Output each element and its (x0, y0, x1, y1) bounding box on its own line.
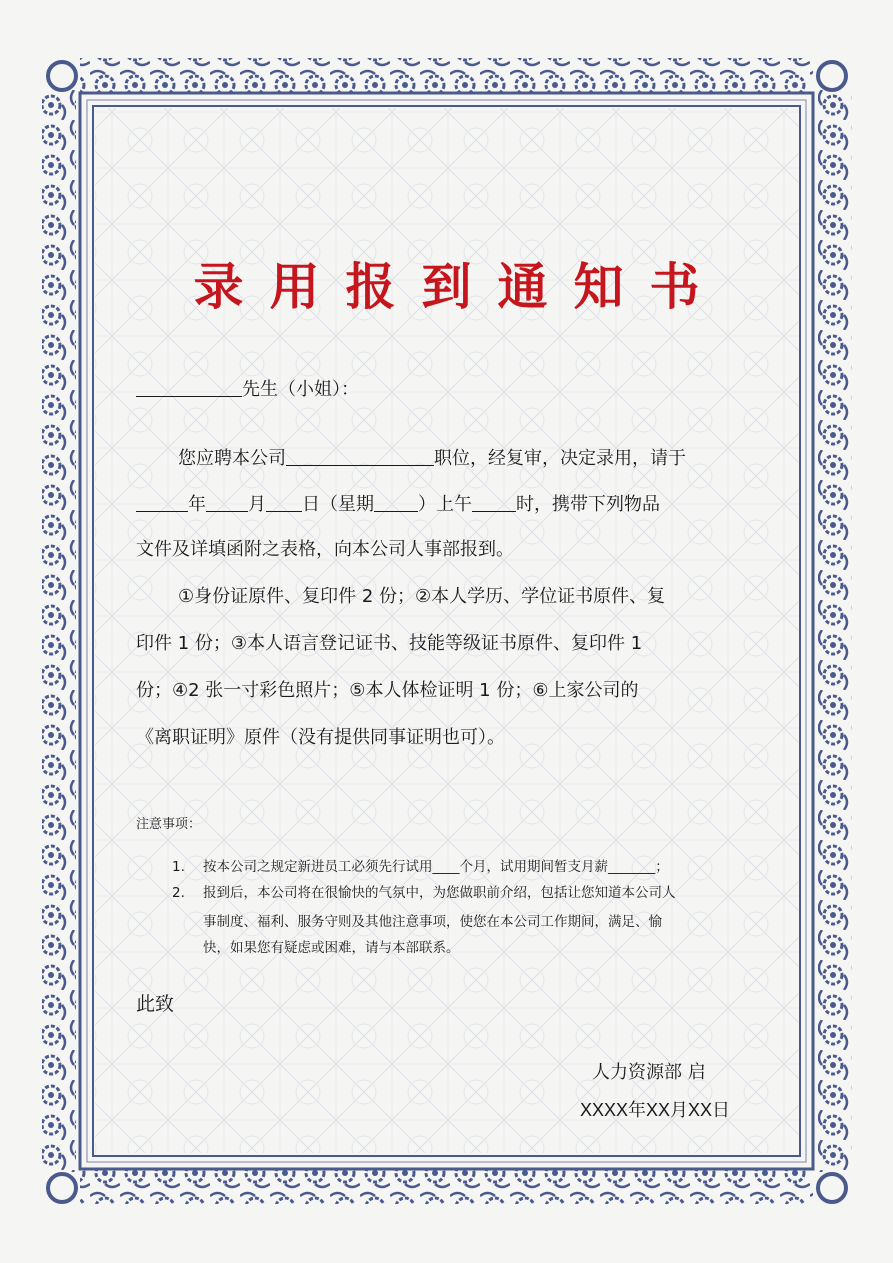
body-line-6: 份；④2 张一寸彩色照片；⑤本人体检证明 1 份；⑥上家公司的 (136, 680, 639, 701)
note-text: 快，如果您有疑虑或困难，请与本部联系。 (203, 940, 460, 956)
body-text: 日（星期 (302, 494, 374, 515)
note-text: 事制度、福利、服务守则及其他注意事项，使您在本公司工作期间，满足、愉 (203, 914, 662, 930)
position-blank[interactable] (286, 448, 434, 466)
body-text: 您应聘本公司 (178, 448, 286, 469)
note-item-1 (172, 854, 669, 880)
body-line-5: 印件 1 份；③本人语言登记证书、技能等级证书原件、复印件 1 (136, 633, 643, 654)
signature-date: XXXX年XX月XX日 (580, 1100, 731, 1120)
notes-label: 注意事项： (136, 817, 202, 832)
month-blank[interactable] (206, 494, 248, 512)
body-line-4: ①身份证原件、复印件 2 份；②本人学历、学位证书原件、复 (178, 586, 666, 607)
body-text: ）上午 (418, 494, 472, 515)
body-line-1 (178, 448, 686, 468)
note-text: 按本公司之规定新进员工必须先行试用____个月，试用期间暂支月薪_______； (203, 859, 669, 875)
body-line-2 (136, 494, 660, 514)
body-text: 职位，经复审，决定录用，请于 (434, 448, 686, 469)
body-text: 年 (188, 494, 206, 515)
day-blank[interactable] (266, 494, 302, 512)
body-line-7: 《离职证明》原件（没有提供同事证明也可）。 (136, 727, 505, 748)
salutation: 先生（小姐）： (242, 379, 359, 400)
note-number: 2. (172, 885, 185, 901)
name-blank[interactable] (136, 379, 242, 397)
body-line-3: 文件及详填函附之表格，向本公司人事部报到。 (136, 539, 514, 560)
salutation-line (136, 379, 359, 399)
note-text: 报到后，本公司将在很愉快的气氛中，为您做职前介绍，包括让您知道本公司人 (203, 885, 676, 901)
weekday-blank[interactable] (374, 494, 418, 512)
body-text: 时，携带下列物品 (516, 494, 660, 515)
signature-dept: 人力资源部 启 (592, 1062, 706, 1083)
hour-blank[interactable] (472, 494, 516, 512)
body-text: 月 (248, 494, 266, 515)
note-item-2 (172, 880, 676, 906)
document-title: 录用报到通知书 (193, 258, 726, 316)
year-blank[interactable] (136, 494, 188, 512)
closing: 此致 (136, 993, 175, 1015)
note-number: 1. (172, 859, 185, 875)
